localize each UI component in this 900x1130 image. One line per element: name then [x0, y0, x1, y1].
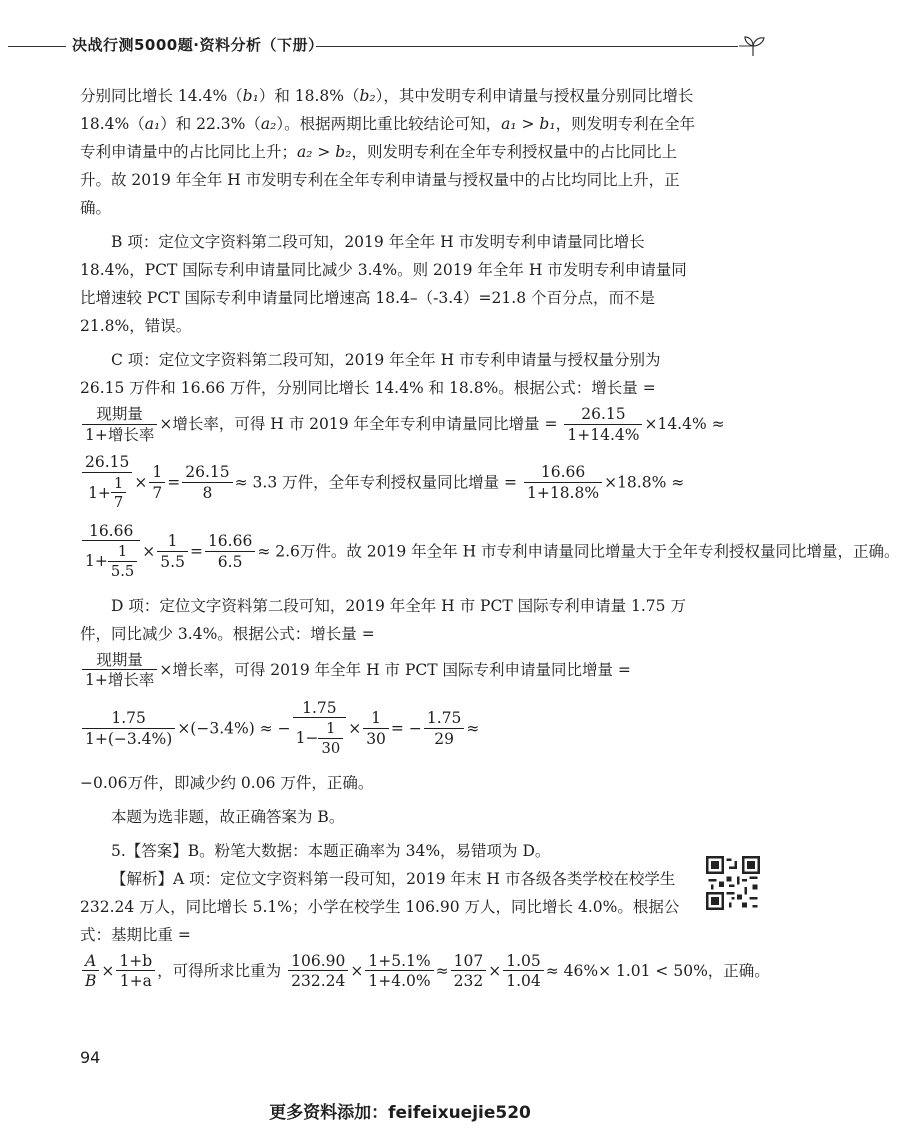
q5-formula: $\frac{A}{B}$ × $\frac{1+b}{1+a}$ ，可得所求比重为 $\frac{106.90}{232.24}$ × $\frac{1+5.1\%}{1+4.0\%}$ ≈ $\frac{107}{232}$ × $\frac{1.05}{1.04}$ ≈ 46%× 1.01 < 50%，正确。 [80, 953, 700, 991]
item-d-formula-1: $\frac{\text{现期量}}{\text{1+增长率}}$ ×增长率，可得 2019 年全年 H 市 PCT 国际专利申请量同比增量 = [80, 652, 700, 690]
item-c-formula-2: 26.15 1+ $\frac{1}{7}$ × $\frac{1}{7}$ = $\frac{26.15}{8}$ ≈ 3.3 万件，全年专利授权量同比增量 = $\frac{16.66}{1+18.8\%}$ ×18.8% ≈ [80, 454, 700, 513]
running-header [0, 30, 800, 70]
sprout-icon [735, 32, 771, 60]
conclusion: 本题为选非题，故正确答案为 B。 [111, 807, 345, 826]
qr-code-icon [706, 856, 760, 910]
item-a-tail: 分别同比增长 14.4%（b₁）和 18.8%（b₂），其中发明专利申请量与授权量分别同比增长 18.4%（a₁）和 22.3%（a₂）。根据两期比重比较结论可知，a₁ > b₁，则发明专利在全年专利申请量中的占比同比上升；a₂ > b₂，则发明专利在全年专利授权量中的占比同比上升。故 2019 年全年 H 市发明专利在全年专利申请量与授权量中的占比均同比上升，正确。 [80, 87, 696, 217]
footer-note: 更多资料添加：feifeixuejie520 [269, 1103, 531, 1123]
item-d: D 项：定位文字资料第二段可知，2019 年全年 H 市 PCT 国际专利申请量 1.75 万件，同比减少 3.4%。根据公式：增长量 = $\frac{\text{现期量}}{\text{1+增长率}}$ ×增长率，可得 2019 年全年 H 市 PCT 国际专利申请量同比增量 = $\frac{1.75}{1+(-3.4\%)}$ ×(−3.4%) ≈ − 1.75 1− $\frac{1}{30}$ × $\frac{1}{30}$ = − $\frac{1.75}{29}$ ≈ −0.06万件，即减少约 0.06 万件，正确。 [80, 592, 700, 797]
header-rule-left [8, 46, 66, 47]
item-c-formula-3: 16.66 1+ $\frac{1}{5.5}$ × $\frac{1}{5.5}$ = $\frac{16.66}{6.5}$ ≈ 2.6万件。故 2019 年全年 H 市专利申请量同比增量大于全年专利授权量同比增量，正确。 [80, 523, 700, 582]
item-c: C 项：定位文字资料第二段可知，2019 年全年 H 市专利申请量与授权量分别为 26.15 万件和 16.66 万件，分别同比增长 14.4% 和 18.8%。根据公式：增长量 = $\frac{\text{现期量}}{\text{1+增长率}}$ ×增长率，可得 H 市 2019 年全年专利申请量同比增量 = $\frac{26.15}{1+14.4\%}$ ×14.4% ≈ 26.15 1+ $\frac{1}{7}$ × $\frac{1}{7}$ = $\frac{26.15}{8}$ ≈ 3.3 万件，全年专利授权量同比增量 = $\frac{16.66}{1+18.8\%}$ ×18.8% ≈ 16.66 1+ $\frac{1}{5.5}$ × $\frac{1}{5.5}$ = $\frac{16.66}{6.5}$ ≈ 2.6万件。故 2019 年全年 H 市专利申请量同比增量大于全年专利授权量同比增量，正确。 [80, 351, 900, 581]
item-d-formula-2: $\frac{1.75}{1+(-3.4\%)}$ ×(−3.4%) ≈ − 1.75 1− $\frac{1}{30}$ × $\frac{1}{30}$ = − $\frac{1.75}{29}$ ≈ [80, 700, 700, 759]
item-c-formula-1: $\frac{\text{现期量}}{\text{1+增长率}}$ ×增长率，可得 H 市 2019 年全年专利申请量同比增量 = $\frac{26.15}{1+14.4\%}$ ×14.4% ≈ [80, 406, 700, 444]
page-body [80, 82, 900, 995]
item-b: B 项：定位文字资料第二段可知，2019 年全年 H 市发明专利申请量同比增长 18.4%，PCT 国际专利申请量同比减少 3.4%。则 2019 年全年 H 市发明专利申请量同比增速较 PCT 国际专利申请量同比增速高 18.4–（-3.4）=21.8 个百分点，而不是 21.8%，错误。 [80, 233, 687, 335]
q5-analysis: 【解析】A 项：定位文字资料第一段可知，2019 年末 H 市各级各类学校在校学生 232.24 万人，同比增长 5.1%；小学在校学生 106.90 万人，同比增长 4.0%。根据公式：基期比重 = [80, 869, 680, 944]
page-number: 94 [80, 1048, 101, 1067]
header-rule-right [316, 46, 738, 47]
q5-answer: 5.【答案】B。粉笔大数据：本题正确率为 34%，易错项为 D。 [111, 841, 551, 860]
book-title: 决战行测5000题·资料分析（下册） [72, 36, 324, 54]
